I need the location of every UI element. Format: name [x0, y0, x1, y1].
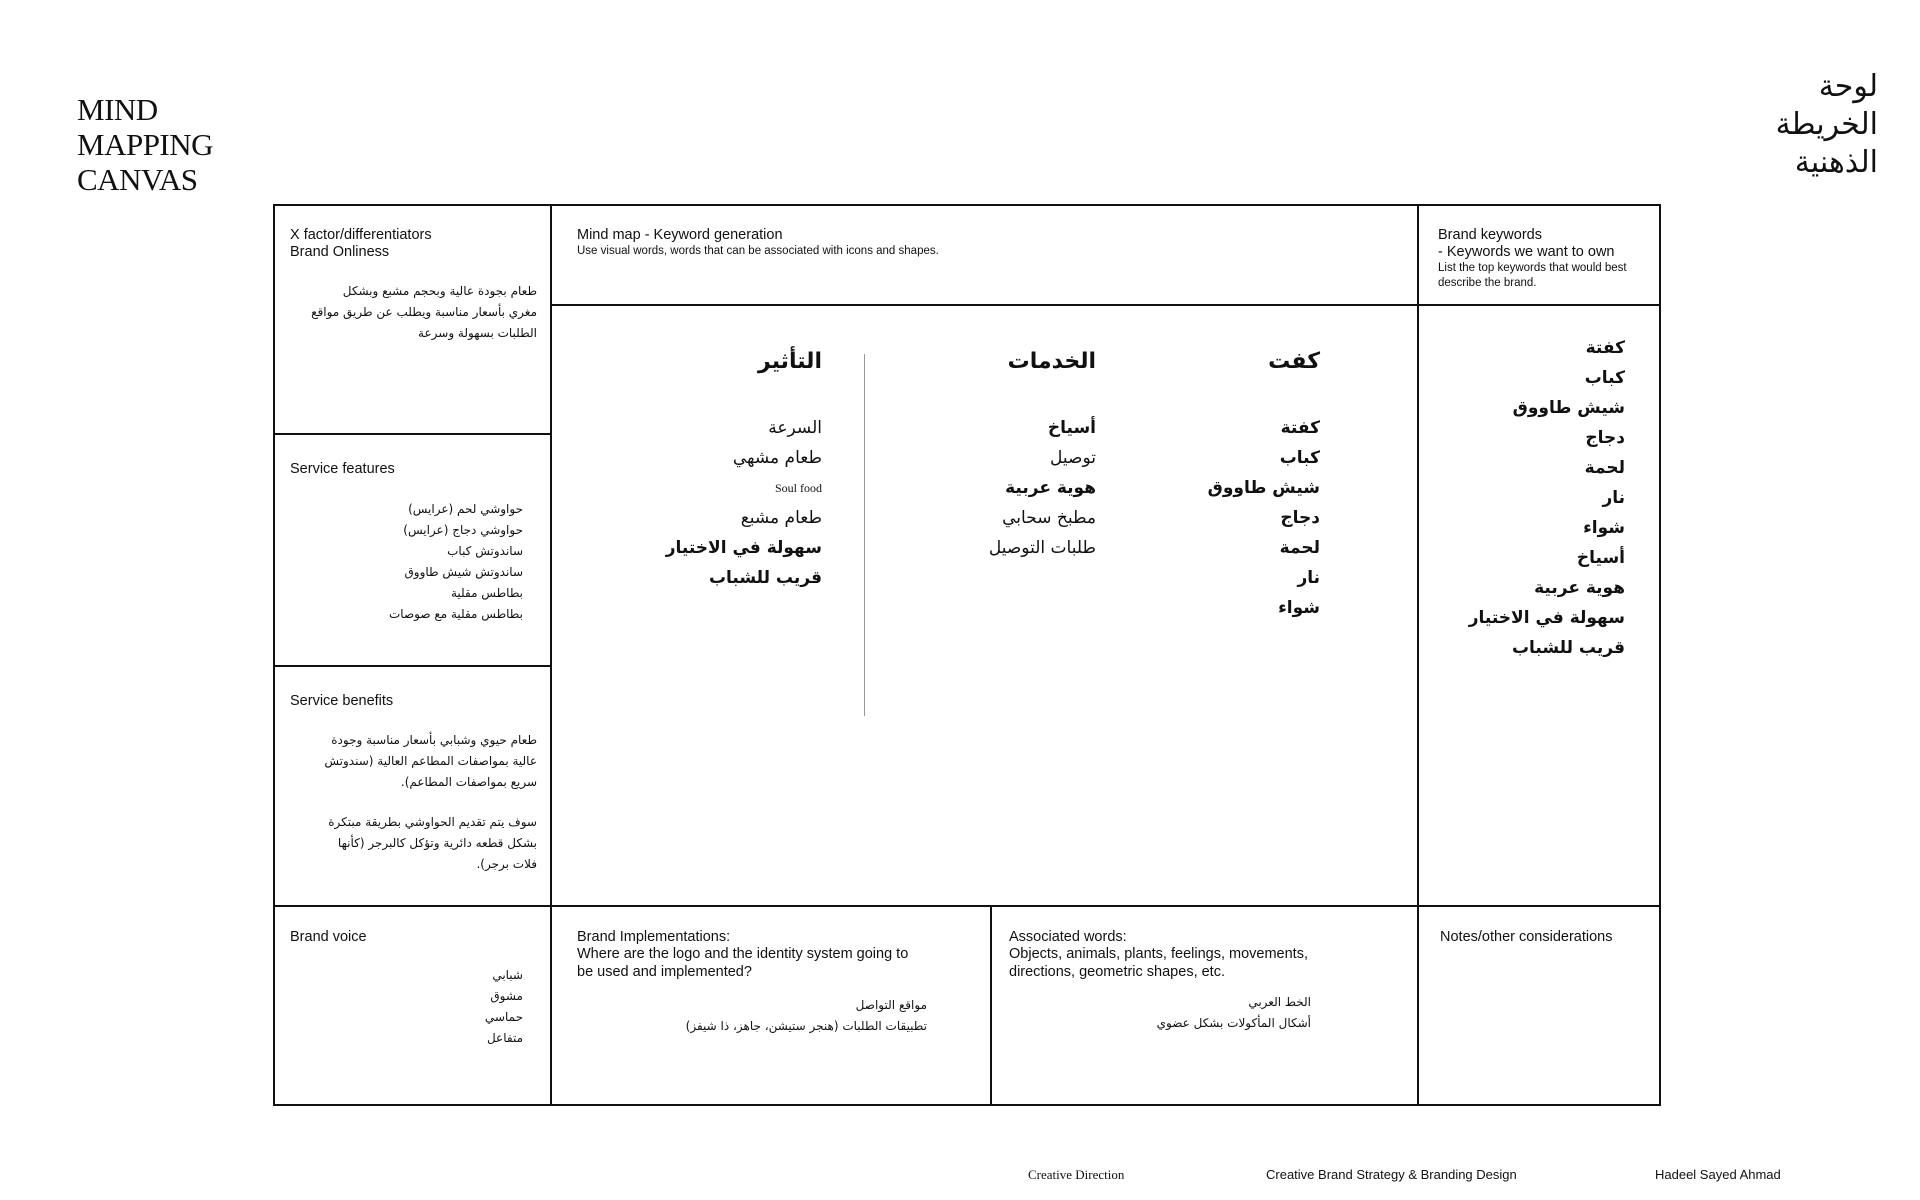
keyword: طعام مشبع	[740, 508, 822, 528]
title-line: لوحة	[1818, 69, 1878, 104]
mindmap-column-services	[989, 413, 1096, 563]
service-benefits-text-2	[328, 812, 537, 875]
brand-keywords-list	[1469, 333, 1625, 663]
keyword: السرعة	[768, 418, 822, 438]
divider	[550, 304, 1659, 306]
keyword: شيش طاووق	[1512, 398, 1625, 418]
keyword: طعام مشهي	[732, 448, 822, 468]
text-line: سوف يتم تقديم الحواوشي بطريقة مبتكرة	[328, 815, 537, 829]
keyword: شيش طاووق	[1207, 478, 1320, 498]
list-item: الخط العربي	[1248, 995, 1311, 1009]
keyword: لحمة	[1584, 458, 1625, 478]
associated-words-label: Associated words:	[1009, 929, 1127, 945]
text-line: طعام حيوي وشبابي بأسعار مناسبة وجودة	[331, 733, 537, 747]
brand-implementations-label: Brand Implementations:	[577, 929, 731, 945]
keyword: شواء	[1278, 598, 1320, 618]
title-line: الذهنية	[1794, 145, 1878, 180]
divider	[1417, 206, 1419, 1104]
title-line: CANVAS	[77, 162, 198, 197]
keyword: شواء	[1583, 518, 1625, 538]
service-features-label: Service features	[290, 461, 395, 477]
footer-author: Hadeel Sayed Ahmad	[1655, 1167, 1781, 1182]
x-factor-sublabel: Brand Onliness	[290, 244, 390, 260]
keyword: قريب للشباب	[1511, 638, 1625, 658]
keyword: كباب	[1279, 448, 1320, 468]
mindmap-column-head-kift: كفت	[1268, 349, 1320, 374]
list-item: شبابي	[492, 968, 523, 982]
list-item: بطاطس مقلية مع صوصات	[388, 607, 523, 621]
list-item: ساندوتش شيش طاووق	[404, 565, 523, 579]
text-line: مغري بأسعار مناسبة ويطلب عن طريق مواقع	[311, 305, 537, 319]
text-line: فلات برجر).	[476, 857, 537, 871]
keyword: سهولة في الاختيار	[1468, 608, 1625, 628]
brand-keywords-sub: List the top keywords that would best describe the brand.	[1438, 262, 1627, 289]
keyword: سهولة في الاختيار	[665, 538, 822, 558]
keyword: دجاج	[1280, 508, 1320, 528]
divider	[275, 433, 552, 435]
title-line: MAPPING	[77, 127, 214, 162]
brand-voice-label: Brand voice	[290, 929, 367, 945]
keyword: أسياخ	[1047, 418, 1096, 438]
service-benefits-text-1	[324, 730, 537, 793]
keyword: كفتة	[1280, 418, 1320, 438]
text-line: طعام بجودة عالية وبحجم مشبع وبشكل	[342, 284, 537, 298]
text-line: سريع بمواصفات المطاعم).	[400, 775, 537, 789]
divider	[275, 905, 1659, 907]
keyword: نار	[1297, 568, 1320, 588]
title-line: الخريطة	[1775, 107, 1878, 142]
service-benefits-label: Service benefits	[290, 693, 394, 709]
page-title-english	[77, 92, 213, 197]
list-item: ساندوتش كباب	[447, 544, 523, 558]
keyword: قريب للشباب	[708, 568, 822, 588]
list-item: بطاطس مقلية	[450, 586, 523, 600]
footer-creative-direction: Creative Direction	[1028, 1167, 1125, 1182]
keyword: هوية عربية	[1534, 578, 1625, 598]
mindmap-column-kift	[1208, 413, 1320, 623]
keyword: هوية عربية	[1005, 478, 1096, 498]
mindmap-column-head-impact: التأثير	[758, 349, 822, 374]
list-item: مشوق	[490, 989, 523, 1003]
mind-map-label: Mind map - Keyword generation	[577, 227, 783, 243]
list-item: تطبيقات الطلبات (هنجر ستيشن، جاهز، ذا شيفز)	[685, 1019, 927, 1033]
mind-map-sub: Use visual words, words that can be associated with icons and shapes.	[577, 245, 939, 257]
divider	[550, 206, 552, 1104]
x-factor-text	[311, 281, 537, 344]
brand-keywords-label-2: - Keywords we want to own	[1438, 244, 1615, 260]
notes-label: Notes/other considerations	[1440, 929, 1613, 945]
keyword: لحمة	[1279, 538, 1320, 558]
page-title-arabic	[1776, 68, 1878, 182]
list-item: حماسي	[484, 1010, 523, 1024]
footer-strategy: Creative Brand Strategy & Branding Design	[1266, 1167, 1517, 1182]
keyword: كفتة	[1585, 338, 1625, 358]
keyword: نار	[1602, 488, 1625, 508]
title-line: MIND	[77, 92, 158, 127]
text-line: بشكل قطعه دائرية وتؤكل كالبرجر (كأنها	[337, 836, 537, 850]
keyword: Soul food	[774, 481, 822, 495]
associated-words-desc: Objects, animals, plants, feelings, movements, directions, geometric shapes, etc.	[1009, 946, 1308, 980]
keyword: طلبات التوصيل	[988, 538, 1096, 558]
mindmap-column-impact	[666, 413, 822, 593]
brand-implementations-desc: Where are the logo and the identity system going to be used and implemented?	[577, 946, 909, 980]
list-item: حواوشي لحم (عرايس)	[408, 502, 523, 516]
service-features-list	[389, 499, 523, 625]
keyword: مطبخ سحابي	[1002, 508, 1096, 528]
keyword: دجاج	[1585, 428, 1625, 448]
associated-words-list	[1157, 992, 1311, 1034]
brand-implementations-list	[686, 995, 927, 1037]
x-factor-label: X factor/differentiators	[290, 227, 432, 243]
text-line: عالية بمواصفات المطاعم العالية (سندوتش	[324, 754, 537, 768]
list-item: مواقع التواصل	[855, 998, 927, 1012]
keyword: توصيل	[1050, 448, 1096, 468]
mindmap-separator	[864, 354, 865, 716]
mindmap-column-head-services: الخدمات	[1007, 349, 1096, 374]
keyword: كباب	[1584, 368, 1625, 388]
brand-keywords-label: Brand keywords	[1438, 227, 1542, 243]
list-item: أشكال المأكولات بشكل عضوي	[1156, 1016, 1311, 1030]
divider	[990, 905, 992, 1104]
text-line: الطلبات بسهولة وسرعة	[418, 326, 537, 340]
list-item: متفاعل	[486, 1031, 523, 1045]
list-item: حواوشي دجاج (عرايس)	[403, 523, 523, 537]
canvas-grid	[273, 204, 1661, 1106]
divider	[275, 665, 552, 667]
keyword: أسياخ	[1576, 548, 1625, 568]
brand-voice-list	[485, 965, 523, 1049]
